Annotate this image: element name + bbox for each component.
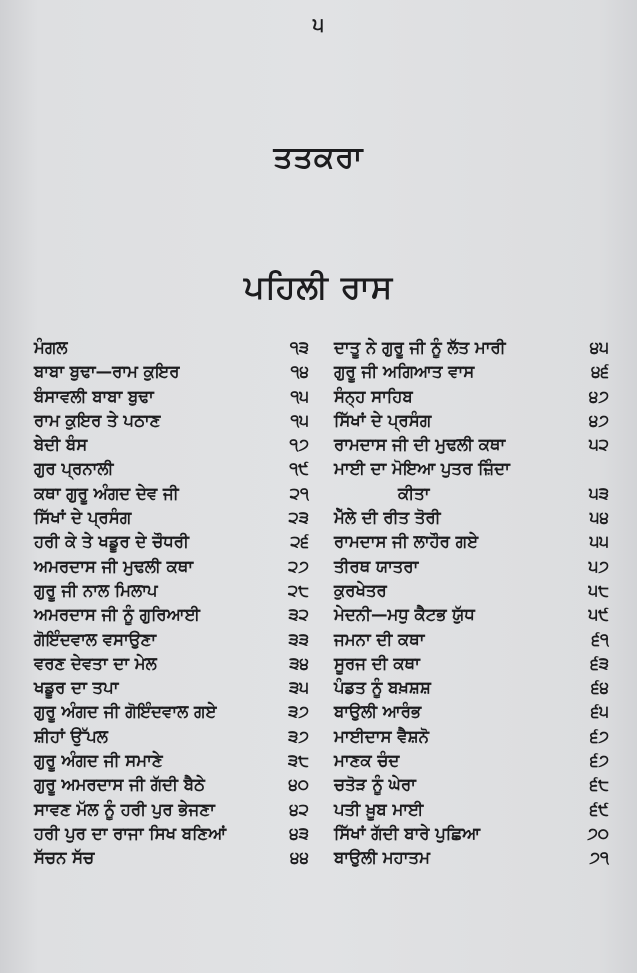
toc-entry-title: ਸਿੱਖਾਂ ਦੇ ਪ੍ਰਸੰਗ [334,410,432,430]
toc-entry [34,433,309,457]
toc-entry-title: ਗੁਰ ਪ੍ਰਨਾਲੀ [34,459,114,479]
toc-entry-page: ੧੪ [290,362,309,382]
toc-entry [334,603,609,627]
toc-entry [34,603,309,627]
toc-entry [34,798,309,822]
toc-entry [34,725,309,749]
toc-entry-page: ੨੩ [288,508,309,528]
toc-entry-page: ੩੭ [288,702,309,722]
toc-entry-title: ਗੁਰੂ ਅੰਗਦ ਜੀ ਗੋਇੰਦਵਾਲ ਗਏ [34,702,217,722]
toc-entry-page: ੭੦ [587,823,609,843]
toc-entry-page: ੧੩ [289,338,309,357]
toc-entry-title: ਬੰਸਾਵਲੀ ਬਾਬਾ ਬੁਢਾ [34,386,154,406]
toc-entry-page: ੧੫ [290,386,309,406]
toc-entry-page: ੬੫ [590,702,609,722]
toc-entry [334,628,609,652]
toc-entry-title: ਕਥਾ ਗੁਰੂ ਅੰਗਦ ਦੇਵ ਜੀ [34,483,179,503]
toc-entry-page: ੬੭ [589,726,609,746]
toc-entry [334,360,609,384]
toc-entry-page: ੧੭ [289,435,309,455]
toc-entry [34,360,309,384]
toc-entry [334,409,609,433]
toc-entry [34,676,309,700]
toc-entry-page: ੬੮ [589,775,609,795]
toc-entry-page: ੫੨ [589,435,609,455]
toc-entry-title: ਜਮਨਾ ਦੀ ਕਥਾ [334,629,425,649]
toc-entry-title: ਸਾਵਣ ਮੱਲ ਨੂੰ ਹਰੀ ਪੁਰ ਭੇਜਣਾ [34,799,215,819]
toc-entry [34,773,309,797]
toc-column-right [334,336,609,871]
toc-entry-page: ੧੫ [290,410,309,430]
toc-entry-title: ਵਰਣ ਦੇਵਤਾ ਦਾ ਮੇਲ [34,653,157,673]
toc-entry-page: ੪੭ [588,386,609,406]
toc-entry-title: ਸੰਨ੍ਹ ਸਾਹਿਬ [334,386,413,406]
toc-entry [334,725,609,749]
toc-entry [334,336,609,360]
toc-entry-title: ਮਾਣਕ ਚੰਦ [334,751,400,771]
toc-entry-title: ਬਾਉਲੀ ਆਰੰਭ [334,702,422,722]
toc-entry-title: ਹਰੀ ਕੇ ਤੇ ਖਡੂਰ ਦੇ ਚੌਧਰੀ [34,532,189,552]
toc-entry-title: ਪਤੀ ਖ਼ੂਬ ਮਾਈ [334,799,424,819]
toc-entry [334,676,609,700]
toc-entry-title: ਦਾਤੂ ਨੇ ਗੁਰੂ ਜੀ ਨੂੰ ਲੱਤ ਮਾਰੀ [334,338,506,357]
toc-entry-page: ੪੭ [588,410,609,430]
toc-entry-title: ਬਾਬਾ ਬੁਢਾ—ਰਾਮ ਕੁਇਰ [34,362,180,382]
toc-entry-page: ੫੮ [588,580,609,600]
toc-entry-title: ਖਡੂਰ ਦਾ ਤਪਾ [34,678,119,698]
toc-entry-page: ੩੩ [288,629,309,649]
toc-entry [34,506,309,530]
toc-entry-title: ਮਾਈਦਾਸ ਵੈਸ਼ਨੋ [334,726,429,746]
toc-entry-title: ਚਤੋੜ ਨੂੰ ਘੇਰਾ [334,775,416,795]
toc-entry-title: ਗੁਰੂ ਜੀ ਨਾਲ ਮਿਲਾਪ [34,580,158,600]
toc-entry-title: ਤੀਰਥ ਯਾਤਰਾ [334,556,419,576]
toc-entry [34,457,309,481]
toc-entry-page: ੫੩ [589,483,609,503]
toc-entry [334,749,609,773]
toc-entry-page: ੪੨ [289,799,309,819]
toc-entry-page: ੫੪ [589,508,609,528]
toc-entry [334,385,609,409]
toc-entry-page: ੬੪ [591,678,609,698]
toc-entry-page: ੬੯ [589,799,609,819]
toc-entry [34,579,309,603]
toc-entry-title: ਸੂਰਜ ਦੀ ਕਥਾ [334,653,420,673]
toc-entry-title: ਅਮਰਦਾਸ ਜੀ ਮੁਢਲੀ ਕਥਾ [34,556,194,576]
toc-entry-title: ਸਿੱਖਾਂ ਦੇ ਪ੍ਰਸੰਗ [34,508,132,528]
toc-entry [34,822,309,846]
toc-entry-title: ਮੰਗਲ [34,338,68,357]
toc-entry [34,628,309,652]
toc-entry-page: ੧੯ [289,459,309,479]
toc-entry [334,652,609,676]
toc-entry-page: ੫੭ [588,556,609,576]
toc-entry-title: ਗੁਰੂ ਅੰਗਦ ਜੀ ਸਮਾਣੇ [34,751,163,771]
page-title: ਤਤਕਰਾ [273,140,364,175]
toc-entry [34,555,309,579]
toc-entry [34,385,309,409]
toc-entry [334,555,609,579]
toc-entry [334,773,609,797]
toc-entry-page: ੪੬ [591,362,609,382]
toc-entry-title: ਪੰਡਤ ਨੂੰ ਬਖ਼ਸ਼ਸ਼ [334,678,431,698]
toc-entry [34,749,309,773]
toc-entry-page: ੨੭ [288,556,309,576]
toc-entry-page: ੩੭ [288,726,309,746]
toc-entry [334,822,609,846]
toc-entry-title: ਸਿੱਖਾਂ ਗੱਦੀ ਬਾਰੇ ਪੁਛਿਆ [334,823,481,843]
toc-entry-page: ੨੬ [290,532,309,552]
toc-entry-title: ਕੁਰਖੇਤਰ [334,580,387,600]
toc-entry-title: ਹਰੀ ਪੁਰ ਦਾ ਰਾਜਾ ਸਿਖ ਬਣਿਆਂ [34,823,227,843]
toc-entry [334,433,609,457]
toc-entry [34,700,309,724]
toc-entry-page: ੫੫ [589,532,609,552]
toc-entry-title: ਗੁਰੂ ਜੀ ਅਗਿਆਤ ਵਾਸ [334,362,475,382]
toc-entry-title: ਮਾਈ ਦਾ ਮੋਇਆ ਪੁਤਰ ਜ਼ਿੰਦਾ [334,459,510,479]
toc-entry-title: ਅਮਰਦਾਸ ਜੀ ਨੂੰ ਗੁਰਿਆਈ [34,605,200,625]
toc-entry-page: ੩੮ [287,751,309,771]
toc-entry-page: ੩੪ [289,653,309,673]
toc-entry-page: ੫੯ [588,605,609,625]
toc-entry-page: ੨੧ [289,483,309,503]
toc-column-left [34,336,309,871]
toc-entry-title: ਸ਼ੀਹਾਂ ਉੱਪਲ [34,726,108,746]
toc-entry [334,700,609,724]
toc-entry [334,530,609,554]
toc-entry-page: ੩੫ [289,678,309,698]
toc-entry-page: ੨੮ [287,580,309,600]
toc-entry [334,798,609,822]
toc-entry-title: ਬੇਦੀ ਬੰਸ [34,435,88,455]
toc-entry-title: ਗੁਰੂ ਅਮਰਦਾਸ ਜੀ ਗੱਦੀ ਬੈਠੇ [34,775,205,795]
toc-entry [334,457,609,481]
toc-entry-title: ਬਾਉਲੀ ਮਹਾਤਮ [334,848,430,868]
toc-entry [34,409,309,433]
toc-entry-title: ਰਾਮਦਾਸ ਜੀ ਦੀ ਮੁਢਲੀ ਕਥਾ [334,435,506,455]
toc-entry-title: ਕੀਤਾ [398,483,430,503]
toc-entry [334,846,609,870]
toc-entry [34,482,309,506]
toc-entry-page: ੬੭ [589,751,609,771]
toc-entry [334,482,609,506]
toc-entry [34,652,309,676]
page-number: ੫ [312,14,325,36]
toc-entry-page: ੪੦ [288,775,309,795]
toc-entry [34,846,309,870]
toc-entry-title: ਸੱਚਨ ਸੱਚ [34,848,95,868]
toc-entry-title: ਮੇਦਨੀ—ਮਧੁ ਕੈਟਭ ਯੁੱਧ [334,605,475,625]
toc-entry [334,506,609,530]
toc-entry-page: ੬੧ [591,629,609,649]
section-heading: ਪਹਿਲੀ ਰਾਸ [243,268,394,306]
toc-entry-page: ੭੧ [589,848,609,868]
toc-entry-title: ਰਾਮਦਾਸ ਜੀ ਲਾਹੌਰ ਗਏ [334,532,479,552]
toc-entry-page: ੪੩ [289,823,309,843]
toc-entry-title: ਰਾਮ ਕੁਇਰ ਤੇ ਪਠਾਣ [34,410,161,430]
toc-entry-title: ਗੋਇੰਦਵਾਲ ਵਸਾਉਣਾ [34,629,157,649]
toc-entry-page: ੪੪ [289,848,309,868]
toc-entry [34,336,309,360]
toc-entry-page: ੩੨ [288,605,309,625]
toc-entry [34,530,309,554]
toc-entry-page: ੬੩ [590,653,609,673]
toc-entry-page: ੪੫ [589,338,609,357]
toc-entry-title: ਮੇੱਲੇ ਦੀ ਰੀਤ ਤੋਰੀ [334,508,441,528]
toc-entry [334,579,609,603]
